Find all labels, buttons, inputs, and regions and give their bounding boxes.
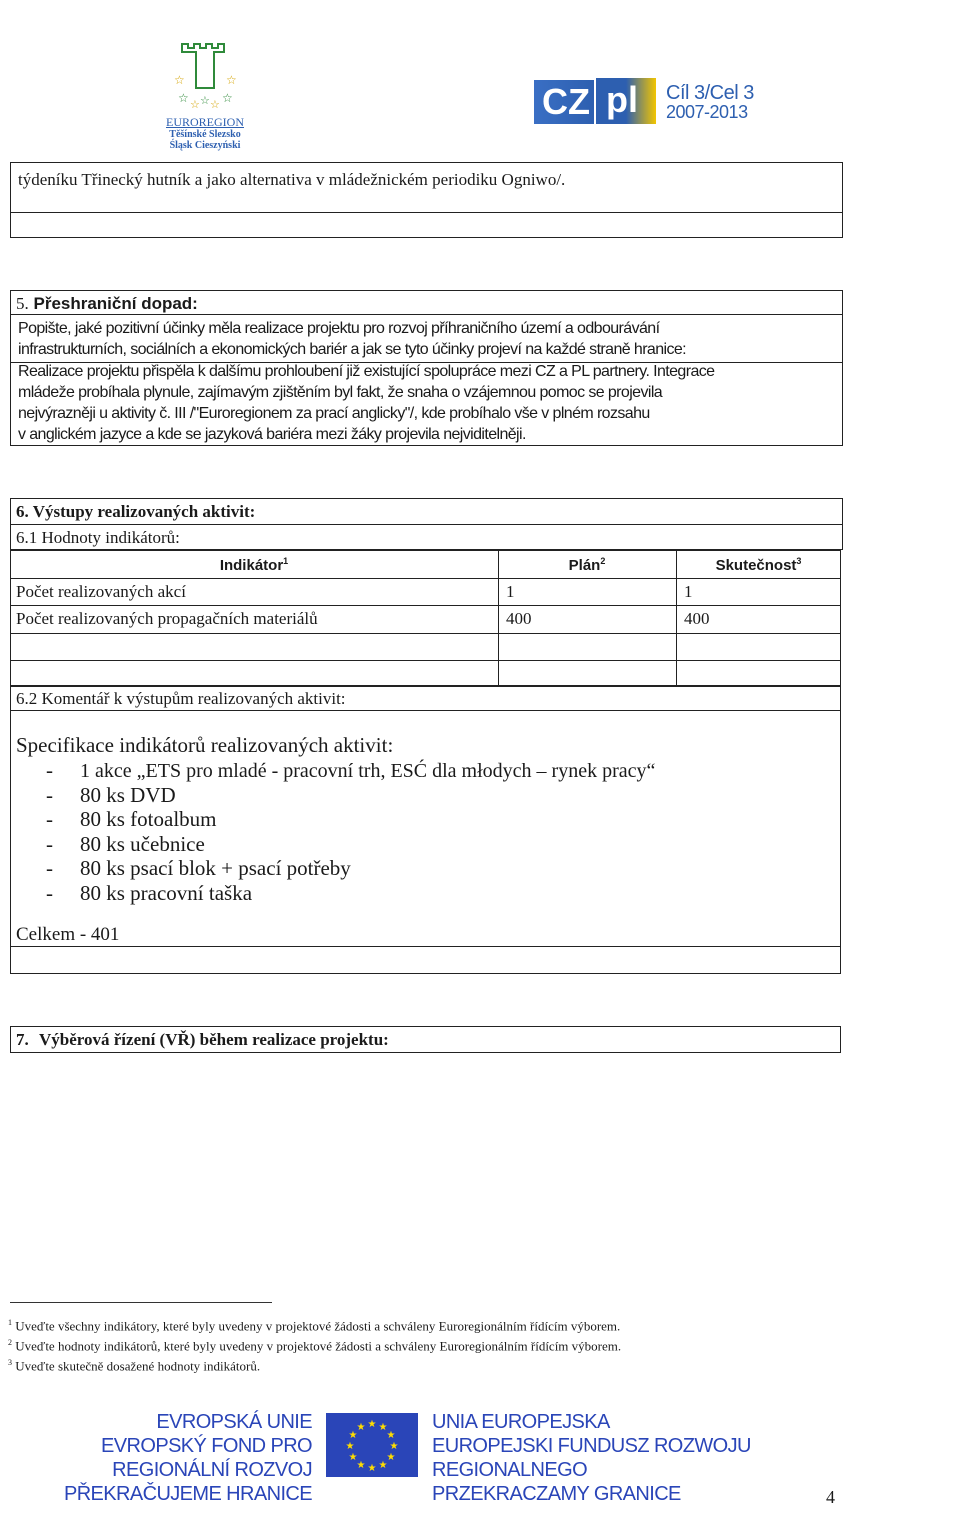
section5-answer-line2: mládeže probíhala plynule, zajímavým zjištěním byl fakt, že snaha o vzájemnou pomoc se projevila [18,384,663,401]
section6-header-divider [10,524,843,525]
comment-heading: Specifikace indikátorů realizovaných aktivit: [16,733,394,757]
section5-question-line2: infrastrukturních, sociálních a ekonomických bariér a jak se tyto účinky projeví na každé straně hranice: [18,341,687,358]
table-row-divider-2 [10,605,841,606]
table-cell-indicator: Počet realizovaných propagačních materiálů [16,609,318,628]
section6-sub1: 6.1 Hodnoty indikátorů: [16,528,180,547]
footer-cz-text [10,1410,312,1506]
section5-title: Přeshraniční dopad: [33,294,198,313]
svg-text:☆: ☆ [226,73,237,87]
list-item: - 80 ks pracovní taška [46,880,253,905]
comment-header-divider [10,710,841,711]
table-row-divider-3 [10,633,841,634]
svg-text:☆: ☆ [190,99,200,110]
table-header-plan: Plán$^2$ [568,556,606,574]
eu-stars-icon [326,1413,418,1477]
svg-text:★: ★ [356,1460,366,1471]
table-header-actual: Skutečnost$^3$ [715,556,802,574]
svg-text:★: ★ [356,1422,366,1433]
section5-answer-line4: v anglickém jazyce a kde se jazyková bariéra mezi žáky projevila nejviditelněji. [18,426,526,443]
table-row-divider-4 [10,660,841,661]
comment-total: Celkem - 401 [16,924,120,945]
continuation-text: týdeníku Třinecký hutník a jako alternativa v mládežnickém periodiku Ogniwo/. [18,170,566,189]
footer-pl-text [432,1410,832,1506]
footer-cz-line2: EVROPSKÝ FOND PRO REGIONÁLNÍ ROZVOJ [101,1435,312,1481]
svg-text:★: ★ [345,1441,355,1452]
section5-answer-line1: Realizace projektu přispěla k dalšímu prohloubení již existující spolupráce mezi CZ a PL partnery. Integrace [18,363,715,380]
svg-text:★: ★ [348,1430,358,1441]
section5-number: 5. [16,294,29,313]
section5-question-line1: Popište, jaké pozitivní účinky měla realizace projektu pro rozvoj příhraničního území a odbourávání [18,320,660,337]
list-item: - 80 ks fotoalbum [46,807,217,831]
footer-cz-line3: PŘEKRAČUJEME HRANICE [63,1483,312,1505]
comment-list [46,758,826,905]
svg-text:☆: ☆ [222,91,233,105]
program-years: 2007-2013 [666,102,748,122]
section6-heading [16,502,255,522]
table-cell-actual: 400 [684,609,710,628]
section6-title: Výstupy realizovaných aktivit: [32,502,256,521]
footer-pl-line1: UNIA EUROPEJSKA [432,1411,610,1433]
svg-text:★: ★ [389,1441,399,1452]
program-goal: Cíl 3/Cel 3 [666,82,754,104]
svg-text:☆: ☆ [178,91,189,105]
svg-text:☆: ☆ [210,99,220,110]
svg-text:★: ★ [378,1422,388,1433]
table-row-divider-1 [10,578,841,579]
svg-text:★: ★ [348,1452,358,1463]
list-item: - 80 ks DVD [46,782,176,807]
euroregion-logo [160,40,250,152]
section5-heading [16,294,198,314]
svg-text:☆: ☆ [200,95,210,107]
euroregion-line1: Těšínské Slezsko [169,129,241,140]
table-cell-plan: 400 [506,609,532,628]
footnote-separator [10,1302,272,1303]
section7-title: Výběrová řízení (VŘ) během realizace projektu: [39,1030,389,1049]
list-item: - 80 ks psací blok + psací potřeby [46,856,351,880]
section5-answer-line3: nejvýrazněji u aktivity č. III /"Euroregionem za prací anglicky"/, kde probíhalo vše v plném rozsahu [18,405,650,422]
svg-text:★: ★ [367,1463,377,1474]
svg-text:★: ★ [378,1460,388,1471]
footer-pl-line2: EUROPEJSKI FUNDUSZ ROZWOJU REGIONALNEGO [432,1435,751,1481]
pl-logo-text: pl [606,79,638,120]
footnote: $^2$ Uveďte hodnoty indikátorů, které byly uvedeny v projektové žádosti a schváleny Euroregionálním řídícím výborem. [8,1338,622,1354]
table-cell-actual: 1 [684,582,693,601]
euroregion-title: EUROREGION [166,115,244,129]
footer-cz-line1: EVROPSKÁ UNIE [156,1411,312,1433]
table-cell-indicator: Počet realizovaných akcí [16,582,186,601]
page-number: 4 [826,1487,835,1507]
footnote: $^1$ Uveďte všechny indikátory, které byly uvedeny v projektové žádosti a schváleny Euroregionálním řídícím výborem. [8,1318,621,1334]
footnote: $^3$ Uveďte skutečně dosažené hodnoty indikátorů. [8,1358,261,1374]
footer-pl-line3: PRZEKRACZAMY GRANICE [432,1483,681,1505]
section5-header-divider [10,314,843,315]
svg-text:☆: ☆ [174,73,185,87]
table-header-indicator: Indikátor$^1$ [219,556,289,574]
footnote-list [8,1313,868,1373]
comment-bottom-divider [10,946,841,947]
section7-heading [16,1030,389,1050]
castle-tower-icon [160,40,250,110]
euroregion-line2: Śląsk Cieszyński [169,140,241,151]
section6-number: 6. [16,502,29,521]
section6-sub2: 6.2 Komentář k výstupům realizovaných aktivit: [16,689,346,708]
list-item: - 80 ks učebnice [46,831,205,856]
table-cell-plan: 1 [506,582,515,601]
continuation-divider [10,212,843,213]
list-item: - 1 akce „ETS pro mladé - pracovní trh, ESĆ dla młodych – rynek pracy“ [46,758,656,782]
eu-flag [326,1413,418,1477]
svg-text:★: ★ [386,1452,396,1463]
section7-number: 7. [16,1030,29,1049]
program-logo [534,78,764,128]
svg-text:★: ★ [386,1430,396,1441]
svg-text:★: ★ [367,1419,377,1430]
cz-logo-text: CZ [542,81,590,122]
